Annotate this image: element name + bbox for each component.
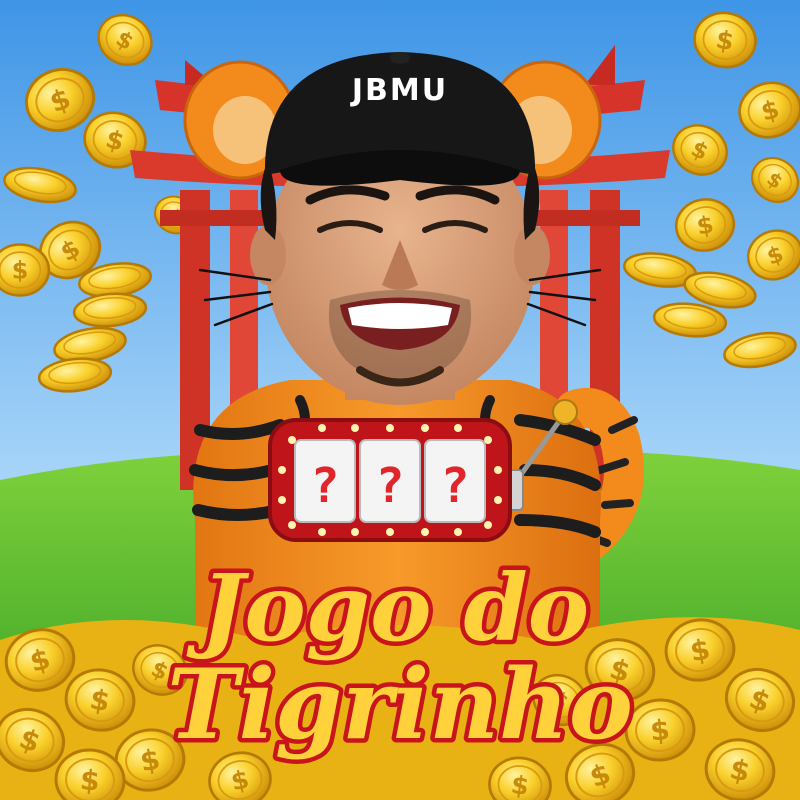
title-group: [167, 554, 633, 761]
slot-reel-symbol: ?: [440, 458, 470, 514]
slot-lever-knob: [553, 400, 577, 424]
title-line-2: Tigrinho: [167, 648, 633, 761]
slot-reel-symbol: ?: [310, 458, 340, 514]
slot-reel-symbol: ?: [375, 458, 405, 514]
cap-logo-text: JBMU: [351, 73, 449, 108]
title-line-1: Jogo do: [200, 554, 590, 662]
